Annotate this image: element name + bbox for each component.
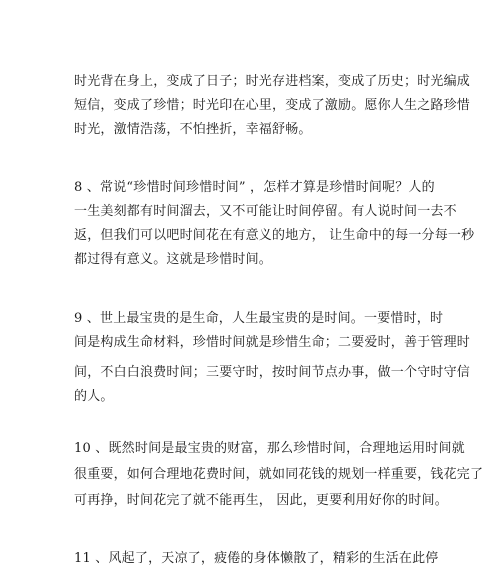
paragraph-line: 11 、风起了，天凉了，疲倦的身体懒散了，精彩的生活在此停 (74, 551, 439, 566)
paragraph-1 (74, 70, 471, 142)
paragraph-line: 短信，变成了珍惜；时光印在心里，变成了激励。愿你人生之路珍惜 (74, 98, 471, 113)
paragraph-line: 间是构成生命材料，珍惜时间就是珍惜生命；二要爱时，善于管理时 (74, 335, 471, 350)
paragraph-9 (74, 307, 471, 409)
paragraph-line: 返，但我们可以吧时间花在有意义的地方， 让生命中的每一分每一秒 (74, 228, 475, 243)
paragraph-line: 很重要，如何合理地花费时间，就如同花钱的规划一样重要，钱花完了 (74, 467, 484, 482)
paragraph-line: 时光背在身上，变成了日子；时光存进档案，变成了历史；时光编成 (74, 74, 471, 89)
paragraph-line: 可再挣，时间花完了就不能再生， 因此，更要利用好你的时间。 (74, 493, 448, 508)
paragraph-line: 的人。 (74, 389, 114, 404)
paragraph-line: 8 、常说“珍惜时间珍惜时间” ，怎样才算是珍惜时间呢？人的 (74, 180, 435, 195)
paragraph-line: 9 、世上最宝贵的是生命，人生最宝贵的是时间。一要惜时，时 (74, 311, 444, 326)
paragraph-line: 间，不白白浪费时间；三要守时，按时间节点办事，做一个守时守信 (74, 365, 471, 380)
paragraph-10 (74, 436, 484, 514)
paragraph-11 (74, 547, 439, 571)
paragraph-line: 都过得有意义。这就是珍惜时间。 (74, 252, 273, 267)
paragraph-line: 10 、既然时间是最宝贵的财富，那么珍惜时间，合理地运用时间就 (74, 441, 465, 456)
paragraph-line: 时光，激情浩荡，不怕挫折，幸福舒畅。 (74, 122, 312, 137)
paragraph-8 (74, 176, 475, 272)
paragraph-line: 一生美刻都有时间溜去，又不可能让时间停留。有人说时间一去不 (74, 204, 457, 219)
